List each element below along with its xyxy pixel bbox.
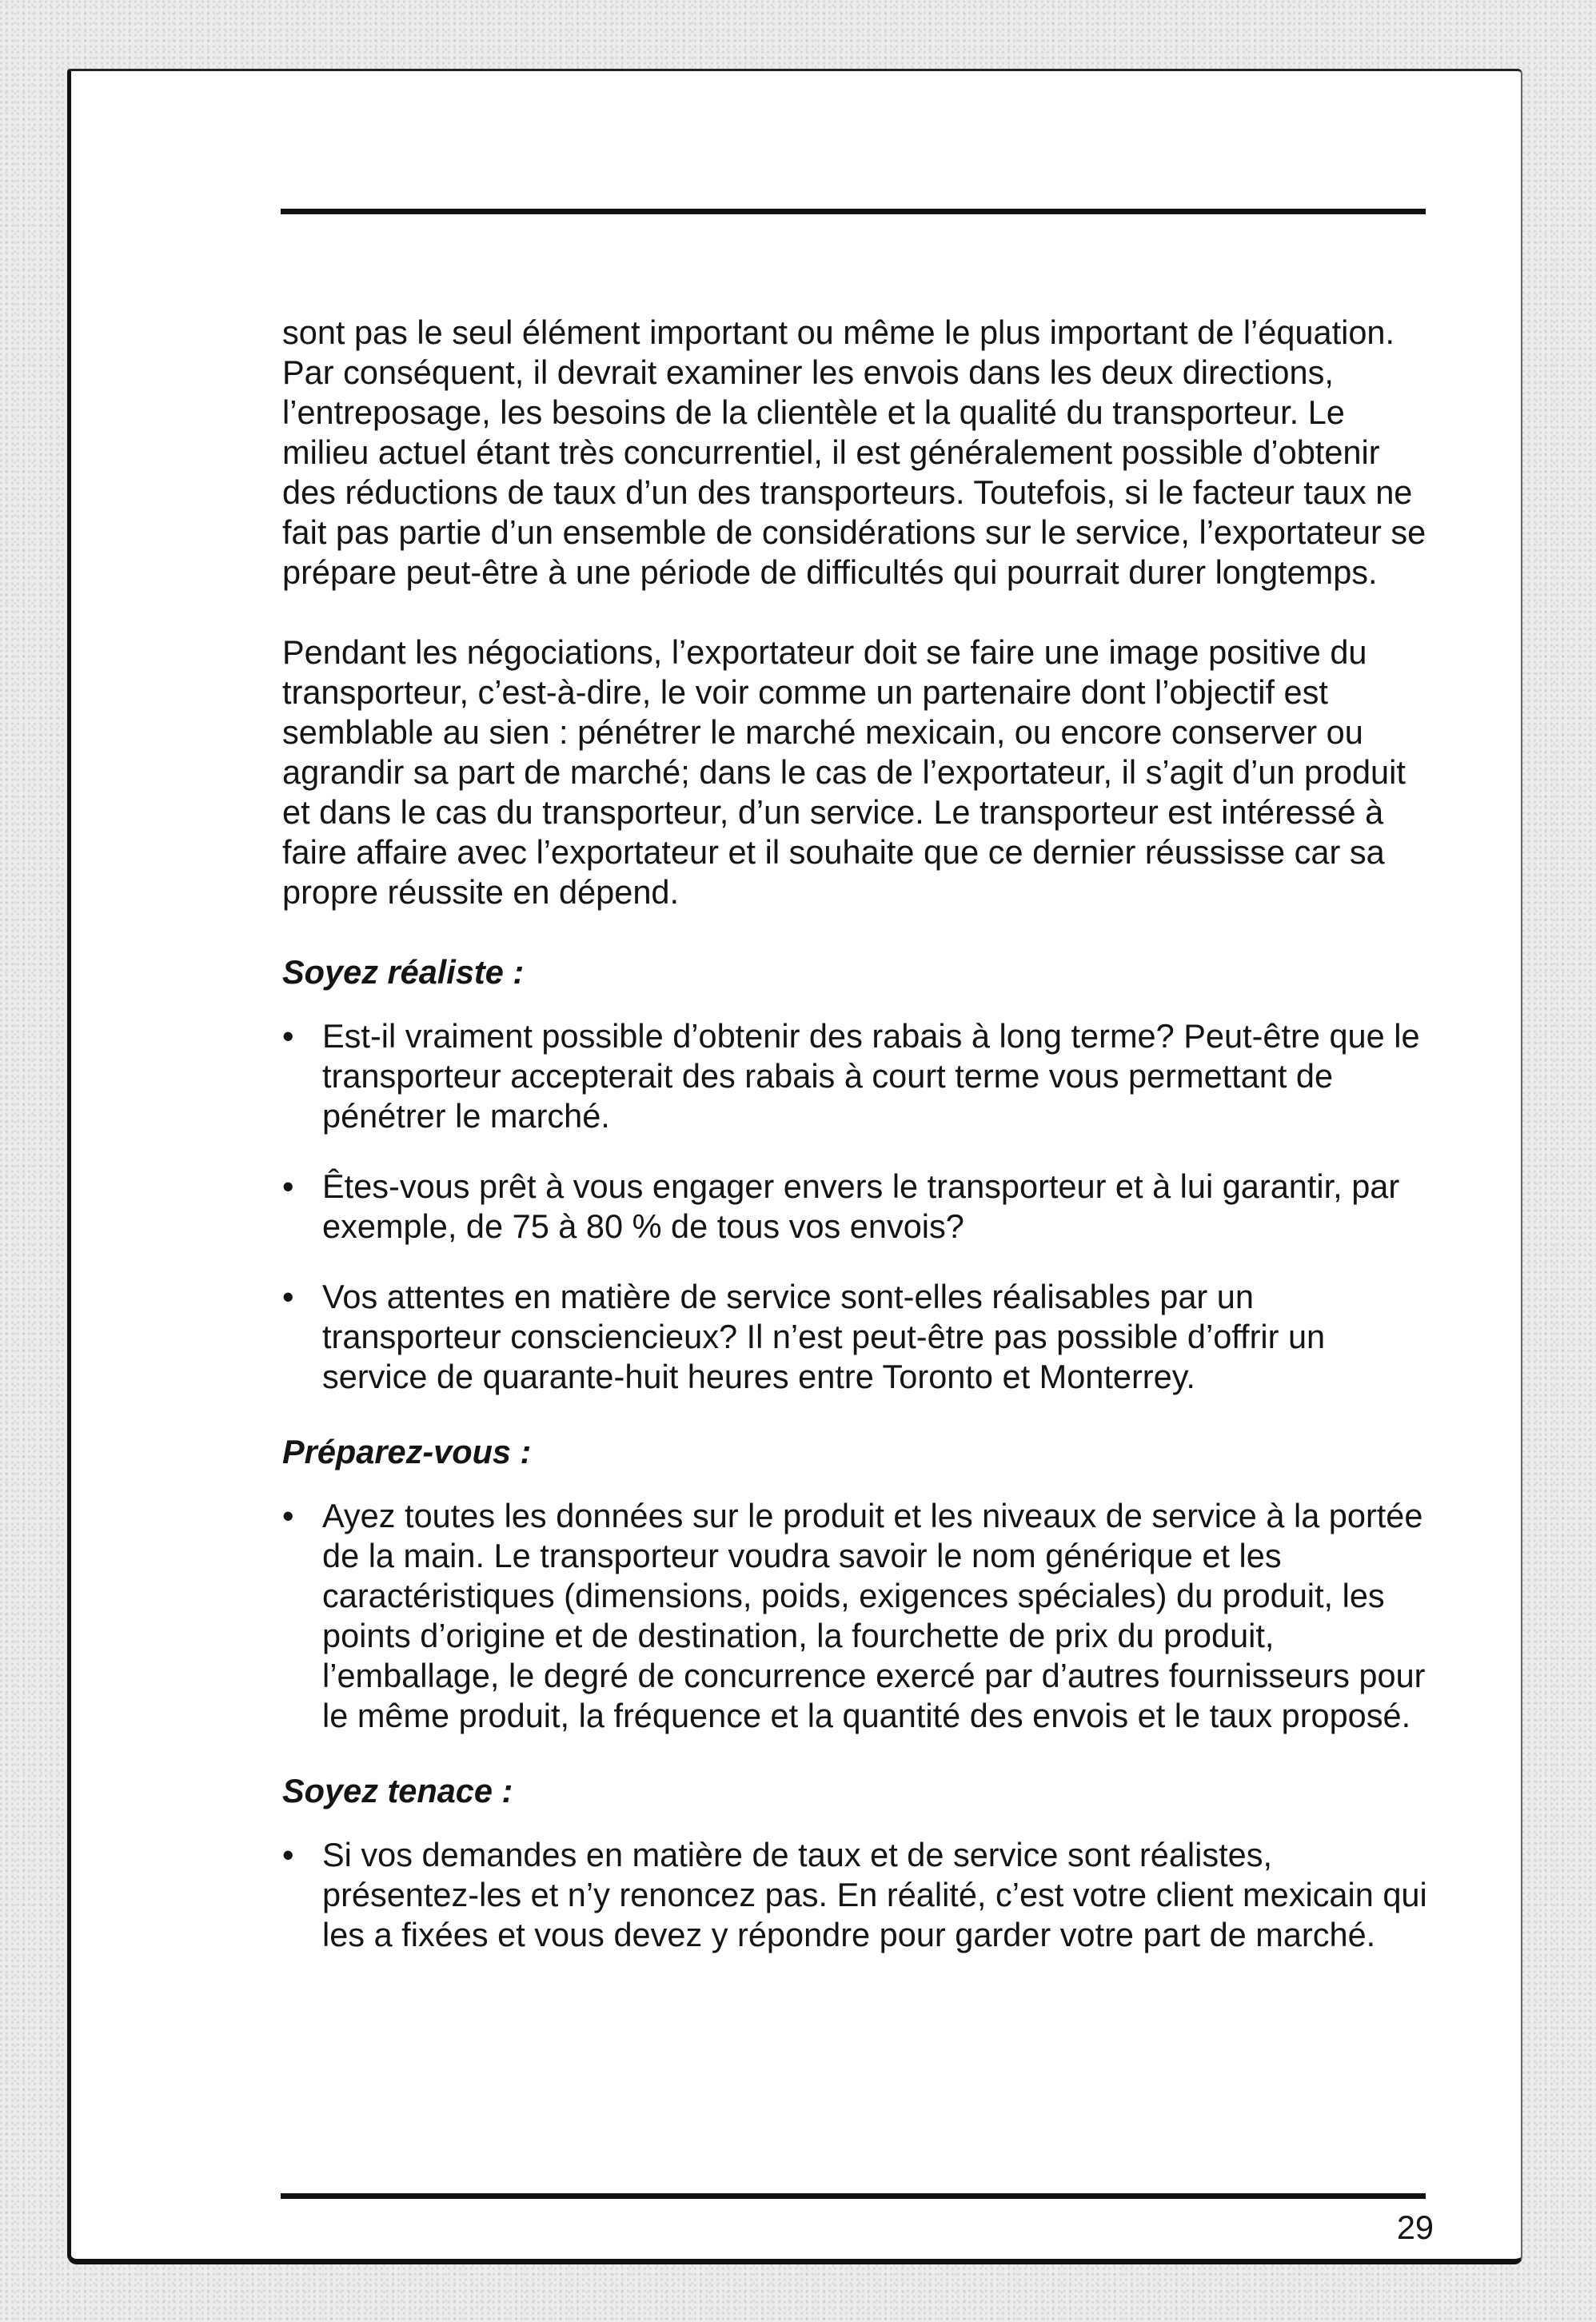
- page-content: [282, 313, 1434, 1990]
- list-item-text: Vos attentes en matière de service sont-elles réalisables par un transporteur consciencieux? Il n’est peut-être pas possible d’offrir un service de quarante-huit heures entre Toronto et Monterrey.: [322, 1278, 1326, 1395]
- bullet-icon: •: [282, 1497, 294, 1534]
- list-item: [282, 1835, 1434, 1955]
- list-item: [282, 1496, 1434, 1736]
- bullet-icon: •: [282, 1167, 294, 1205]
- page-number: 29: [1396, 2208, 1434, 2246]
- list-item: [282, 1167, 1434, 1247]
- paragraph-1: sont pas le seul élément important ou même le plus important de l’équation. Par conséquent, il devrait examiner les envois dans les deux directions, l’entreposage, les besoins de la clientèle et la qualité du transporteur. Le milieu actuel étant très concurrentiel, il est généralement possible d’obtenir des réductions de taux d’un des transporteurs. Toutefois, si le facteur taux ne fait pas partie d’un ensemble de considérations sur le service, l’exportateur se prépare peut-être à une période de difficultés qui pourrait durer longtemps.: [282, 313, 1426, 591]
- top-rule: [281, 209, 1426, 214]
- document-page: [67, 69, 1522, 2264]
- list-item-text: Ayez toutes les données sur le produit et les niveaux de service à la portée de la main. Le transporteur voudra savoir le nom générique et les caractéristiques (dimensions, poids, exigences spéciales) du produit, les points d’origine et de destination, la fourchette de prix du produit, l’emballage, le degré de concurrence exercé par d’autres fournisseurs pour le même produit, la fréquence et la quantité des envois et le taux proposé.: [322, 1497, 1426, 1734]
- list-item-text: Est-il vraiment possible d’obtenir des rabais à long terme? Peut-être que le transporteur accepterait des rabais à court terme vous permettant de pénétrer le marché.: [322, 1017, 1420, 1135]
- list-item-text: Si vos demandes en matière de taux et de service sont réalistes, présentez-les et n’y renoncez pas. En réalité, c’est votre client mexicain qui les a fixées et vous devez y répondre pour garder votre part de marché.: [322, 1836, 1427, 1953]
- section-heading-preparez: Préparez-vous :: [282, 1433, 532, 1470]
- list-item-text: Êtes-vous prêt à vous engager envers le transporteur et à lui garantir, par exemple, de 75 à 80 % de tous vos envois?: [322, 1167, 1400, 1245]
- bullet-icon: •: [282, 1278, 294, 1315]
- bullet-icon: •: [282, 1836, 294, 1873]
- bullet-list-tenace: [282, 1835, 1434, 1955]
- section-heading-tenace: Soyez tenace :: [282, 1772, 513, 1809]
- bullet-list-preparez: [282, 1496, 1434, 1736]
- list-item: [282, 1277, 1434, 1397]
- bullet-icon: •: [282, 1017, 294, 1055]
- section-heading-realiste: Soyez réaliste :: [282, 953, 525, 991]
- list-item: [282, 1016, 1434, 1136]
- bullet-list-realiste: [282, 1016, 1434, 1397]
- paragraph-2: Pendant les négociations, l’exportateur doit se faire une image positive du transporteur, c’est-à-dire, le voir comme un partenaire dont l’objectif est semblable au sien : pénétrer le marché mexicain, ou encore conserver ou agrandir sa part de marché; dans le cas de l’exportateur, il s’agit d’un produit et dans le cas du transporteur, d’un service. Le transporteur est intéressé à faire affaire avec l’exportateur et il souhaite que ce dernier réussisse car sa propre réussite en dépend.: [282, 633, 1406, 911]
- bottom-rule: [281, 2193, 1426, 2199]
